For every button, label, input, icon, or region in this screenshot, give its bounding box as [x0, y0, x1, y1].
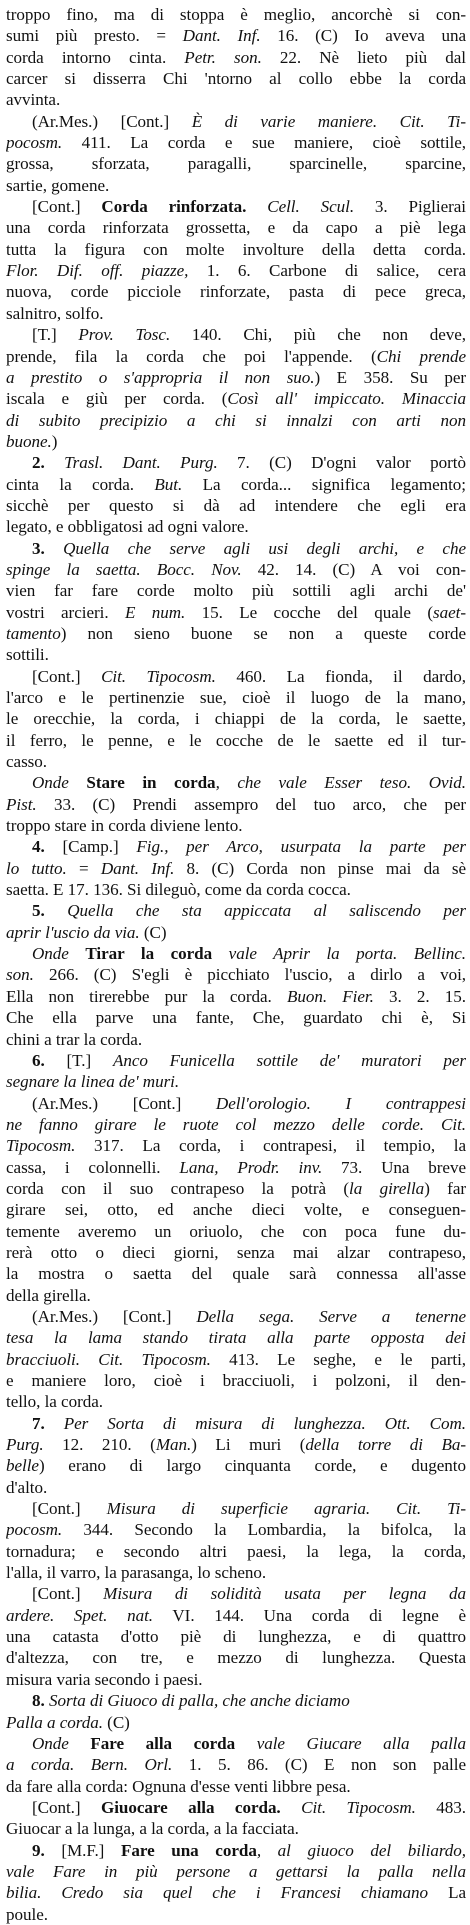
italic-text: Quella che sta appiccata al saliscendo per — [67, 901, 466, 921]
text-line — [6, 730, 466, 751]
text-segment: nuova, corde picciole rinforzate, pasta di pece greca, — [6, 282, 466, 302]
italic-text: pocosm. — [6, 1520, 63, 1540]
italic-text: Flor. Dif. off. piazze, — [6, 261, 189, 281]
text-line — [6, 602, 466, 623]
italic-text: ardere. Spet. nat. — [6, 1605, 153, 1625]
text-segment: 413. Le seghe, e le parti, — [210, 1349, 466, 1369]
headword: Corda rinforzata. — [101, 197, 247, 217]
text-segment: (Ar.Mes.) [Cont.] — [32, 1306, 197, 1326]
text-line — [6, 25, 466, 46]
text-segment: [T.] — [32, 325, 79, 345]
text-line — [6, 815, 466, 836]
text-line — [6, 452, 466, 473]
text-segment: cinta la corda. — [6, 474, 155, 494]
italic-text: a prestito o s'appropria il non suo. — [6, 367, 315, 387]
text-line — [6, 1904, 466, 1925]
italic-text: bracciuoli. Cit. Tipocosm. — [6, 1349, 211, 1369]
italic-text: Fig., per Arco, usurpata la parte per — [136, 837, 466, 857]
text-segment: cassa, i colonnelli. — [6, 1157, 180, 1177]
text-segment: = — [66, 858, 101, 878]
italic-text: lo tutto. — [6, 858, 67, 878]
text-segment: Ella non tirerebbe pur la corda. — [6, 986, 287, 1006]
text-line — [6, 687, 466, 708]
italic-text: Man. — [155, 1435, 192, 1455]
text-line — [6, 1776, 466, 1797]
text-line — [6, 986, 466, 1007]
text-line — [6, 794, 466, 815]
text-segment: sottili. — [6, 645, 49, 665]
text-segment: vostri arcieri. — [6, 602, 125, 622]
text-segment: tutta la figura con molte involture della detta corda. — [6, 239, 466, 259]
text-segment: la mostra o saetta del quale sarà connessa all'asse — [6, 1264, 466, 1284]
text-segment: 266. (C) S'egli è picchiato l'uscio, a dirlo a voi, — [33, 965, 466, 985]
italic-text: Così all' impiccato. Minaccia — [227, 389, 466, 409]
text-segment — [281, 1798, 301, 1817]
text-line — [6, 388, 466, 409]
text-segment: 317. La corda, i contrapesi, il tempio, la — [75, 1136, 466, 1156]
text-line — [6, 1754, 466, 1775]
text-segment: Che ella parve una fante, Che, guardato chi è, Si — [6, 1008, 466, 1028]
text-segment: corda intorno cinta. — [6, 47, 185, 67]
headword: Fare una corda — [120, 1840, 257, 1860]
text-segment: d'alto. — [6, 1477, 48, 1497]
text-segment: troppo stare in corda diviene lento. — [6, 816, 243, 836]
text-line — [6, 1861, 466, 1882]
text-line — [6, 1434, 466, 1455]
text-segment: VI. 144. Una corda di legne è — [153, 1605, 466, 1625]
text-segment: [Cont.] — [32, 1584, 104, 1604]
text-line — [6, 772, 466, 793]
text-segment: [Cont.] — [32, 1797, 101, 1817]
text-segment: tello, la corda. — [6, 1392, 103, 1412]
headword: 4. — [32, 837, 63, 857]
text-line — [6, 111, 466, 132]
text-line — [6, 1242, 466, 1263]
text-line — [6, 1669, 466, 1690]
text-segment: La corda... significa legamento; — [182, 474, 466, 494]
italic-text: Dant. Inf. — [100, 858, 175, 878]
text-segment: legato, e obbligatosi ad ogni valore. — [6, 517, 249, 537]
text-segment: ) far — [424, 1178, 466, 1198]
italic-text: belle — [6, 1456, 39, 1476]
italic-text: son. — [6, 965, 34, 985]
text-segment: 1. 5. 86. (C) E non son palle — [172, 1755, 466, 1775]
italic-text: Palla a corda. — [6, 1712, 103, 1732]
italic-text: aprir l'uscio da via. — [6, 922, 140, 942]
text-line — [6, 1071, 466, 1092]
text-segment: grossa, sforzata, paragalli, sparcinelle, sparcine, — [6, 154, 466, 174]
text-line — [6, 623, 466, 644]
italic-text: Onde — [32, 944, 86, 964]
text-line — [6, 1327, 466, 1348]
headword: 6. — [32, 1050, 67, 1070]
headword: Stare in corda — [86, 773, 216, 793]
italic-text: Cit. Tipocosm. — [301, 1797, 416, 1817]
italic-text: la girella — [349, 1178, 425, 1198]
italic-text: a corda. Bern. Orl. — [6, 1755, 173, 1775]
text-line — [6, 431, 466, 452]
text-line — [6, 1285, 466, 1306]
headword: 3. — [32, 538, 64, 558]
text-line — [6, 239, 466, 260]
text-segment: il ferro, le penne, e le cocche de le saette ed il tur- — [6, 730, 466, 750]
text-line — [6, 175, 466, 196]
text-line — [6, 836, 466, 857]
text-segment: (Ar.Mes.) [Cont.] — [32, 111, 192, 131]
italic-text: È di varie maniere. Cit. Ti- — [191, 111, 466, 131]
headword: 9. — [32, 1840, 62, 1860]
text-line — [6, 1007, 466, 1028]
text-segment: ) non sieno buone se non a queste corde — [60, 623, 466, 643]
italic-text: Dell'orologio. I contrappesi — [215, 1093, 466, 1113]
text-line — [6, 1583, 466, 1604]
text-line — [6, 303, 466, 324]
text-segment: d'altezza, con tre, e mezzo di lunghezza. Questa — [6, 1648, 466, 1668]
text-line — [6, 260, 466, 281]
text-line — [6, 922, 466, 943]
italic-text: vale Giucare alla palla — [235, 1733, 466, 1753]
headword: Tirar la corda — [85, 944, 213, 964]
text-line — [6, 1029, 466, 1050]
text-line — [6, 1840, 466, 1861]
text-segment: casso. — [6, 752, 47, 772]
text-segment: 33. (C) Prendi assempro del tuo arco, che per — [36, 794, 466, 814]
text-segment: 42. 14. (C) A voi con- — [241, 559, 466, 579]
text-segment: ) — [51, 431, 58, 451]
italic-text: spinge la saetta. Bocc. Nov. — [6, 559, 242, 579]
text-line — [6, 474, 466, 495]
italic-text: Quella che serve agli usi degli archi, e che — [63, 538, 466, 558]
text-line — [6, 559, 466, 580]
italic-text: Lana, Prodr. inv. — [179, 1157, 323, 1177]
headword: Fare alla corda — [90, 1733, 236, 1753]
italic-text: E num. — [124, 602, 186, 622]
text-line — [6, 1391, 466, 1412]
text-line — [6, 346, 466, 367]
text-segment: [Cont.] — [32, 197, 102, 217]
italic-text: Pist. — [6, 794, 37, 814]
text-line — [6, 132, 466, 153]
text-segment: ) erano di largo cinquanta corde, e dugento — [38, 1456, 466, 1476]
text-segment: prende, fila la corda che poi l'appende. ( — [6, 346, 377, 366]
text-segment: e maniere loro, cioè i bracciuoli, i polzoni, il den- — [6, 1371, 466, 1390]
text-segment: da fare alla corda: Ognuna d'esse venti libbre pesa. — [6, 1776, 351, 1796]
headword: 8. — [32, 1691, 49, 1711]
italic-text: Sorta di Giuoco di palla, che anche diciamo — [48, 1691, 350, 1711]
text-line — [6, 1519, 466, 1540]
italic-text: , al giuoco del biliardo, — [256, 1840, 466, 1860]
text-line — [6, 1797, 466, 1818]
italic-text: bilia. Credo sia quel che i Francesi chiamano — [6, 1883, 429, 1903]
text-line — [6, 1413, 466, 1434]
text-segment: poule. — [6, 1904, 48, 1924]
text-line — [6, 1349, 466, 1370]
text-segment: salnitro, solfo. — [6, 303, 104, 323]
text-segment: 411. La corda e sue maniere, cioè sottile, — [62, 133, 466, 153]
italic-text: Purg. — [6, 1435, 44, 1455]
text-line — [6, 495, 466, 516]
text-segment: 460. La fionda, il dardo, — [215, 666, 466, 686]
text-line — [6, 1477, 466, 1498]
text-segment: [M.F.] — [61, 1840, 121, 1860]
text-segment: corda con il suo contrapeso la potrà ( — [6, 1178, 350, 1198]
text-line — [6, 1199, 466, 1220]
text-line — [6, 68, 466, 89]
text-line — [6, 4, 466, 25]
text-segment: (C) — [102, 1712, 130, 1732]
text-line — [6, 1157, 466, 1178]
text-line — [6, 751, 466, 772]
italic-text: buone. — [6, 431, 52, 451]
italic-text: Cell. Scul. — [267, 197, 355, 217]
text-segment: l'alla, il varro, la parasanga, lo scheno. — [6, 1563, 267, 1583]
text-segment: le orecchie, la corda, i chiappi de la corda, le saette, — [6, 709, 466, 729]
italic-text: vale Fare in più persone a gettarsi la palla nella — [6, 1861, 466, 1881]
text-line — [6, 964, 466, 985]
text-line — [6, 281, 466, 302]
headword: 7. — [32, 1413, 64, 1433]
text-segment: [Cont.] — [32, 666, 102, 686]
text-line — [6, 1882, 466, 1903]
italic-text: Misura di solidità usata per legna da — [103, 1584, 466, 1604]
text-line — [6, 1498, 466, 1519]
text-line — [6, 644, 466, 665]
text-line — [6, 943, 466, 964]
text-segment: girare sei, otto, ed anche dieci volte, e conseguen- — [6, 1200, 466, 1220]
text-line — [6, 708, 466, 729]
italic-text: vale Aprir la porta. Bellinc. — [212, 944, 466, 964]
text-segment: sartie, gomene. — [6, 175, 110, 195]
text-line — [6, 538, 466, 559]
italic-text: Cit. Tipocosm. — [101, 666, 216, 686]
italic-text: Chi prende — [376, 346, 466, 366]
text-line — [6, 1455, 466, 1476]
italic-text: Prov. Tosc. — [78, 325, 171, 345]
text-line — [6, 666, 466, 687]
text-line — [6, 580, 466, 601]
text-segment: tornadura; e secondo altri paesi, la lega, la corda, — [6, 1541, 466, 1561]
text-segment: carcer si disserra Chi 'ntorno al collo ebbe la corda — [6, 69, 466, 89]
text-segment: 22. Nè lieto più dal — [261, 47, 466, 67]
text-segment: sumi più presto. = — [6, 26, 183, 46]
text-segment: 7. (C) D'ogni valor portò — [217, 453, 466, 473]
text-line — [6, 1562, 466, 1583]
dictionary-entry-column — [6, 4, 466, 1925]
text-line — [6, 89, 466, 110]
text-segment: [Cont.] — [32, 1499, 107, 1519]
text-line — [6, 1541, 466, 1562]
text-line — [6, 858, 466, 879]
text-line — [6, 1626, 466, 1647]
text-segment: 15. Le cocche del quale ( — [185, 602, 433, 622]
text-line — [6, 1647, 466, 1668]
italic-text: di subito precipizio a chi si innalzi con arti non — [6, 410, 466, 430]
text-line — [6, 1733, 466, 1754]
italic-text: Tipocosm. — [6, 1136, 76, 1156]
italic-text: Dant. Inf. — [182, 26, 261, 46]
text-line — [6, 1690, 466, 1711]
text-segment: vien far fare corde molto più sottili agli archi de' — [6, 581, 466, 601]
text-line — [6, 217, 466, 238]
text-line — [6, 1605, 466, 1626]
italic-text: tamento — [6, 623, 61, 643]
italic-text: Della sega. Serve a tenerne — [196, 1306, 466, 1326]
italic-text: Per Sorta di misura di lunghezza. Ott. Com. — [63, 1413, 466, 1433]
italic-text: Petr. son. — [184, 47, 262, 67]
text-line — [6, 1178, 466, 1199]
text-line — [6, 1135, 466, 1156]
text-line — [6, 153, 466, 174]
text-segment: [T.] — [66, 1050, 113, 1070]
italic-text: Buon. Fier. — [286, 986, 374, 1006]
text-segment: sicchè per questo si dà ad intendere che egli era — [6, 495, 466, 515]
italic-text: pocosm. — [6, 133, 63, 153]
italic-text: ne fanno girare le ruote col mezzo delle corde. Cit. — [6, 1114, 466, 1134]
text-segment: 3. Piglierai — [354, 197, 466, 217]
text-line — [6, 1306, 466, 1327]
italic-text: segnare la linea de' muri. — [6, 1072, 180, 1092]
text-line — [6, 1370, 466, 1391]
text-segment: misura varia secondo i paesi. — [6, 1669, 203, 1689]
italic-text: Onde — [32, 773, 87, 793]
text-line — [6, 1263, 466, 1284]
text-line — [6, 410, 466, 431]
text-segment: 1. 6. Carbone di salice, cera — [188, 261, 466, 281]
headword: 2. — [32, 453, 65, 473]
text-segment: 73. Una breve — [322, 1157, 466, 1177]
text-line — [6, 196, 466, 217]
text-segment: 140. Chi, più che non deve, — [170, 325, 466, 345]
text-segment: troppo fino, ma di stoppa è meglio, ancorchè si con- — [6, 5, 466, 24]
italic-text: Misura di superficie agraria. Cit. Ti- — [106, 1499, 466, 1519]
text-line — [6, 1712, 466, 1733]
text-segment: della girella. — [6, 1285, 91, 1305]
text-segment: 16. (C) Io aveva una — [260, 26, 466, 46]
text-segment: 8. (C) Corda non pinse mai da sè — [174, 858, 466, 878]
italic-text: Onde — [32, 1733, 91, 1753]
italic-text: , che vale Esser teso. Ovid. — [215, 773, 466, 793]
text-line — [6, 900, 466, 921]
headword: 5. — [32, 901, 68, 921]
text-line — [6, 516, 466, 537]
text-segment: chini a trar la corda. — [6, 1029, 143, 1049]
text-segment: 3. 2. 15. — [373, 986, 466, 1006]
text-segment: una corda rinforzata grossetta, e da capo a piè lega — [6, 218, 466, 238]
text-segment: Giuocar a la lunga, a la corda, a la facciata. — [6, 1819, 299, 1839]
text-segment: 483. — [415, 1797, 466, 1817]
text-segment: temente averemo un oriuolo, che con poca fune du- — [6, 1221, 466, 1241]
text-line — [6, 1818, 466, 1839]
text-segment: (C) — [139, 922, 167, 942]
text-segment: avvinta. — [6, 90, 61, 110]
text-line — [6, 1114, 466, 1135]
italic-text: But. — [154, 474, 183, 494]
text-line — [6, 324, 466, 345]
text-segment: saetta. E 17. 136. Si dileguò, come da corda cocca. — [6, 880, 351, 900]
text-segment: ) Li muri ( — [191, 1435, 306, 1455]
text-segment: (Ar.Mes.) [Cont.] — [32, 1093, 216, 1113]
text-line — [6, 1093, 466, 1114]
italic-text: della torre di Ba- — [305, 1435, 466, 1455]
text-line — [6, 879, 466, 900]
text-segment: 344. Secondo la Lombardia, la bifolca, la — [62, 1520, 466, 1540]
text-line — [6, 1221, 466, 1242]
text-segment: La — [428, 1883, 466, 1903]
headword: Giuocare alla corda. — [100, 1797, 281, 1817]
text-segment: rerà otto o dieci giorni, senza mai alzar contrapeso, — [6, 1242, 466, 1262]
text-line — [6, 1050, 466, 1071]
italic-text: Trasl. Dant. Purg. — [64, 453, 218, 473]
italic-text: saet- — [433, 602, 466, 622]
text-segment — [246, 197, 267, 216]
italic-text: Anco Funicella sottile de' muratori per — [112, 1050, 466, 1070]
italic-text: tesa la lama stando tirata alla parte opposta dei — [6, 1328, 466, 1348]
text-segment: una catasta d'otto piè di lunghezza, e di quattro — [6, 1627, 466, 1647]
text-segment: iscala e giù per corda. ( — [6, 389, 228, 409]
text-line — [6, 367, 466, 388]
text-segment: 12. 210. ( — [43, 1435, 156, 1455]
text-segment: ) E 358. Su per — [314, 367, 466, 387]
text-segment: l'arco e le pertinenzie sue, cioè il luogo de la mano, — [6, 688, 466, 707]
text-line — [6, 47, 466, 68]
text-segment: [Camp.] — [62, 837, 137, 857]
